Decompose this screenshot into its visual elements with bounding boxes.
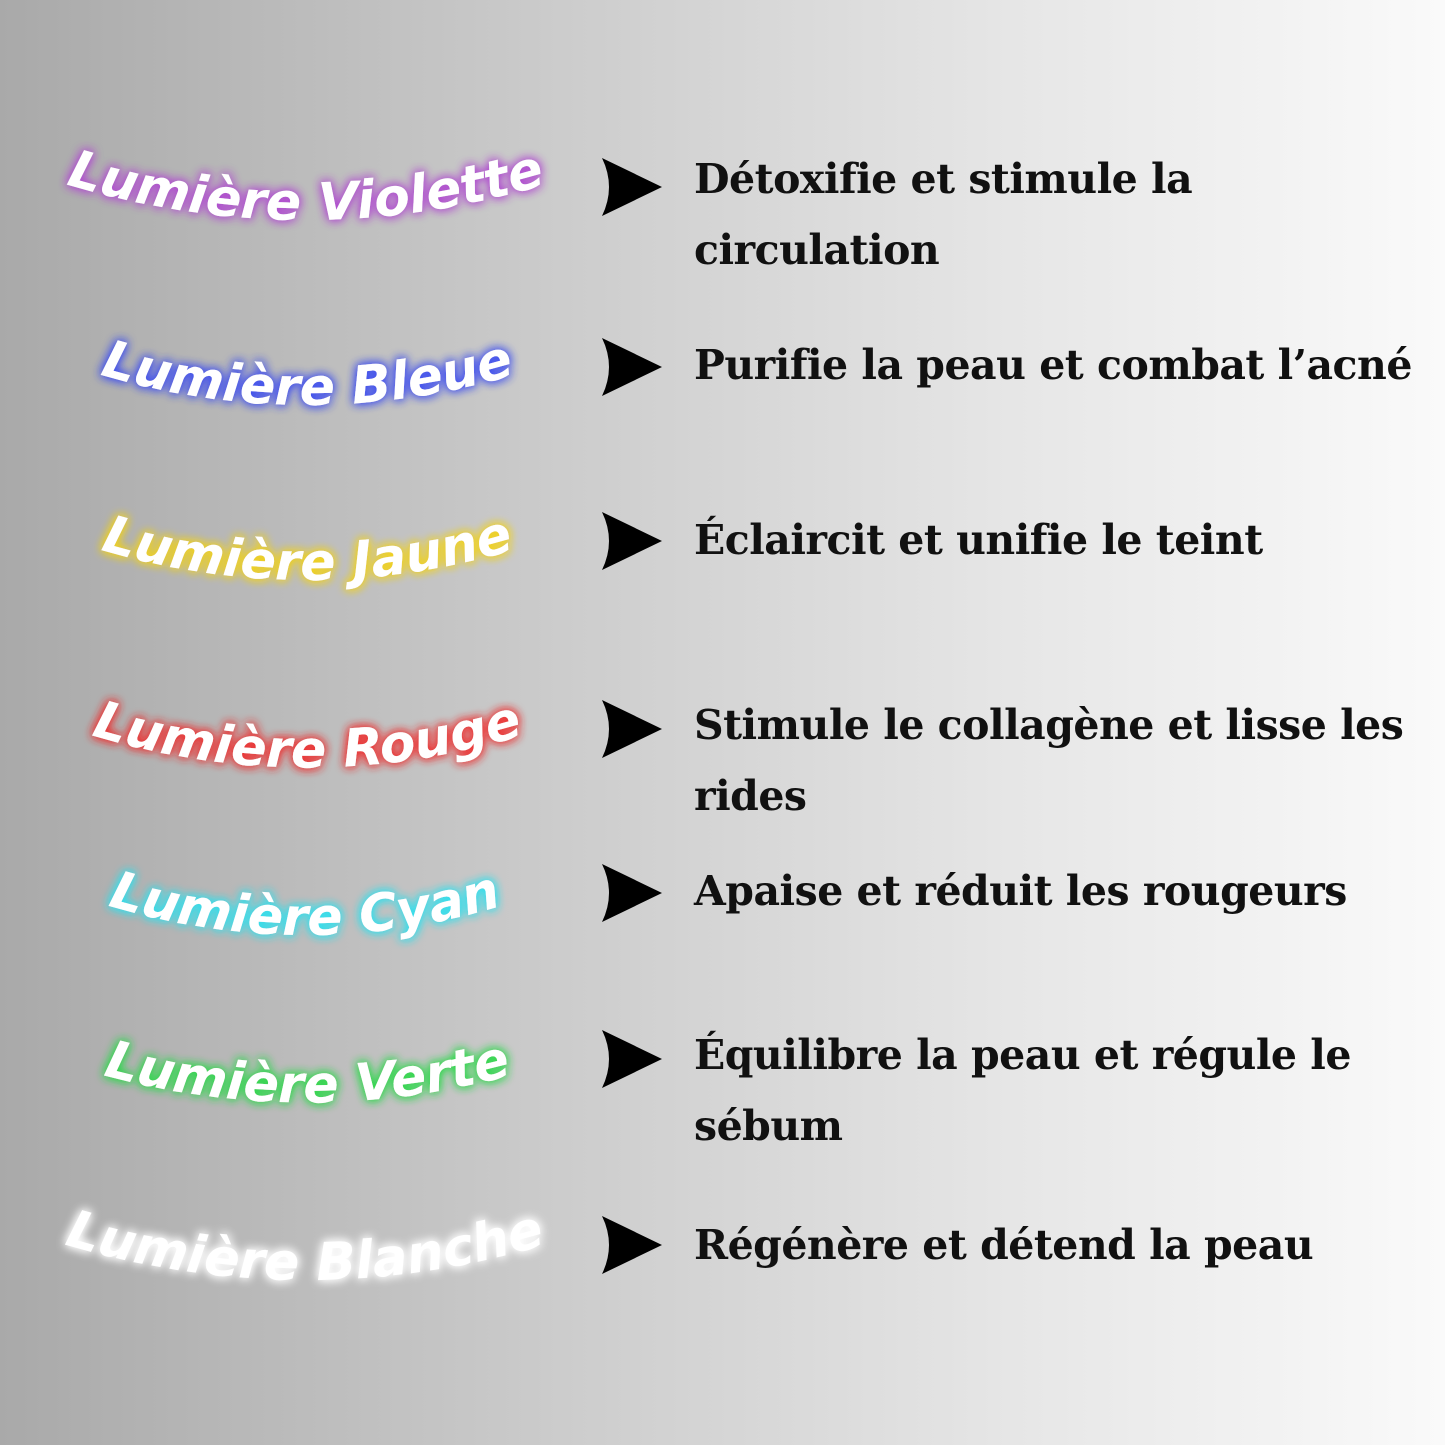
label-curve-jaune xyxy=(30,505,590,645)
arrowhead-icon xyxy=(600,1214,664,1276)
description-violette: Détoxifie et stimule la circulation xyxy=(694,155,1193,274)
description-bleue: Purifie la peau et combat l’acné xyxy=(694,341,1412,389)
label-curve-blanche xyxy=(30,1200,590,1340)
label-violette: Lumière Violette xyxy=(62,139,550,234)
arrowhead-icon xyxy=(600,698,664,760)
description-rouge: Stimule le collagène et lisse les rides xyxy=(694,701,1404,820)
arrowhead-icon xyxy=(600,510,664,572)
label-curve-cyan xyxy=(30,860,590,1000)
label-curve-violette xyxy=(30,140,590,280)
arrowhead-icon xyxy=(600,156,664,218)
label-curve-rouge xyxy=(30,690,590,830)
label-blanche: Lumière Blanche xyxy=(60,1199,550,1294)
arrowhead-icon xyxy=(600,1028,664,1090)
description-verte: Équilibre la peau et régule le sébum xyxy=(694,1031,1351,1150)
arrowhead-icon xyxy=(600,862,664,924)
description-blanche: Régénère et détend la peau xyxy=(694,1221,1314,1269)
label-bleue: Lumière Bleue xyxy=(96,329,519,419)
label-cyan: Lumière Cyan xyxy=(104,860,506,949)
label-curve-verte xyxy=(30,1020,590,1160)
label-jaune: Lumière Jaune xyxy=(96,504,519,594)
label-curve-bleue xyxy=(30,330,590,470)
description-jaune: Éclaircit et unifie le teint xyxy=(694,516,1263,564)
arrowhead-icon xyxy=(600,336,664,398)
description-cyan: Apaise et réduit les rougeurs xyxy=(694,867,1347,915)
label-rouge: Lumière Rouge xyxy=(87,689,528,781)
label-verte: Lumière Verte xyxy=(99,1029,516,1116)
